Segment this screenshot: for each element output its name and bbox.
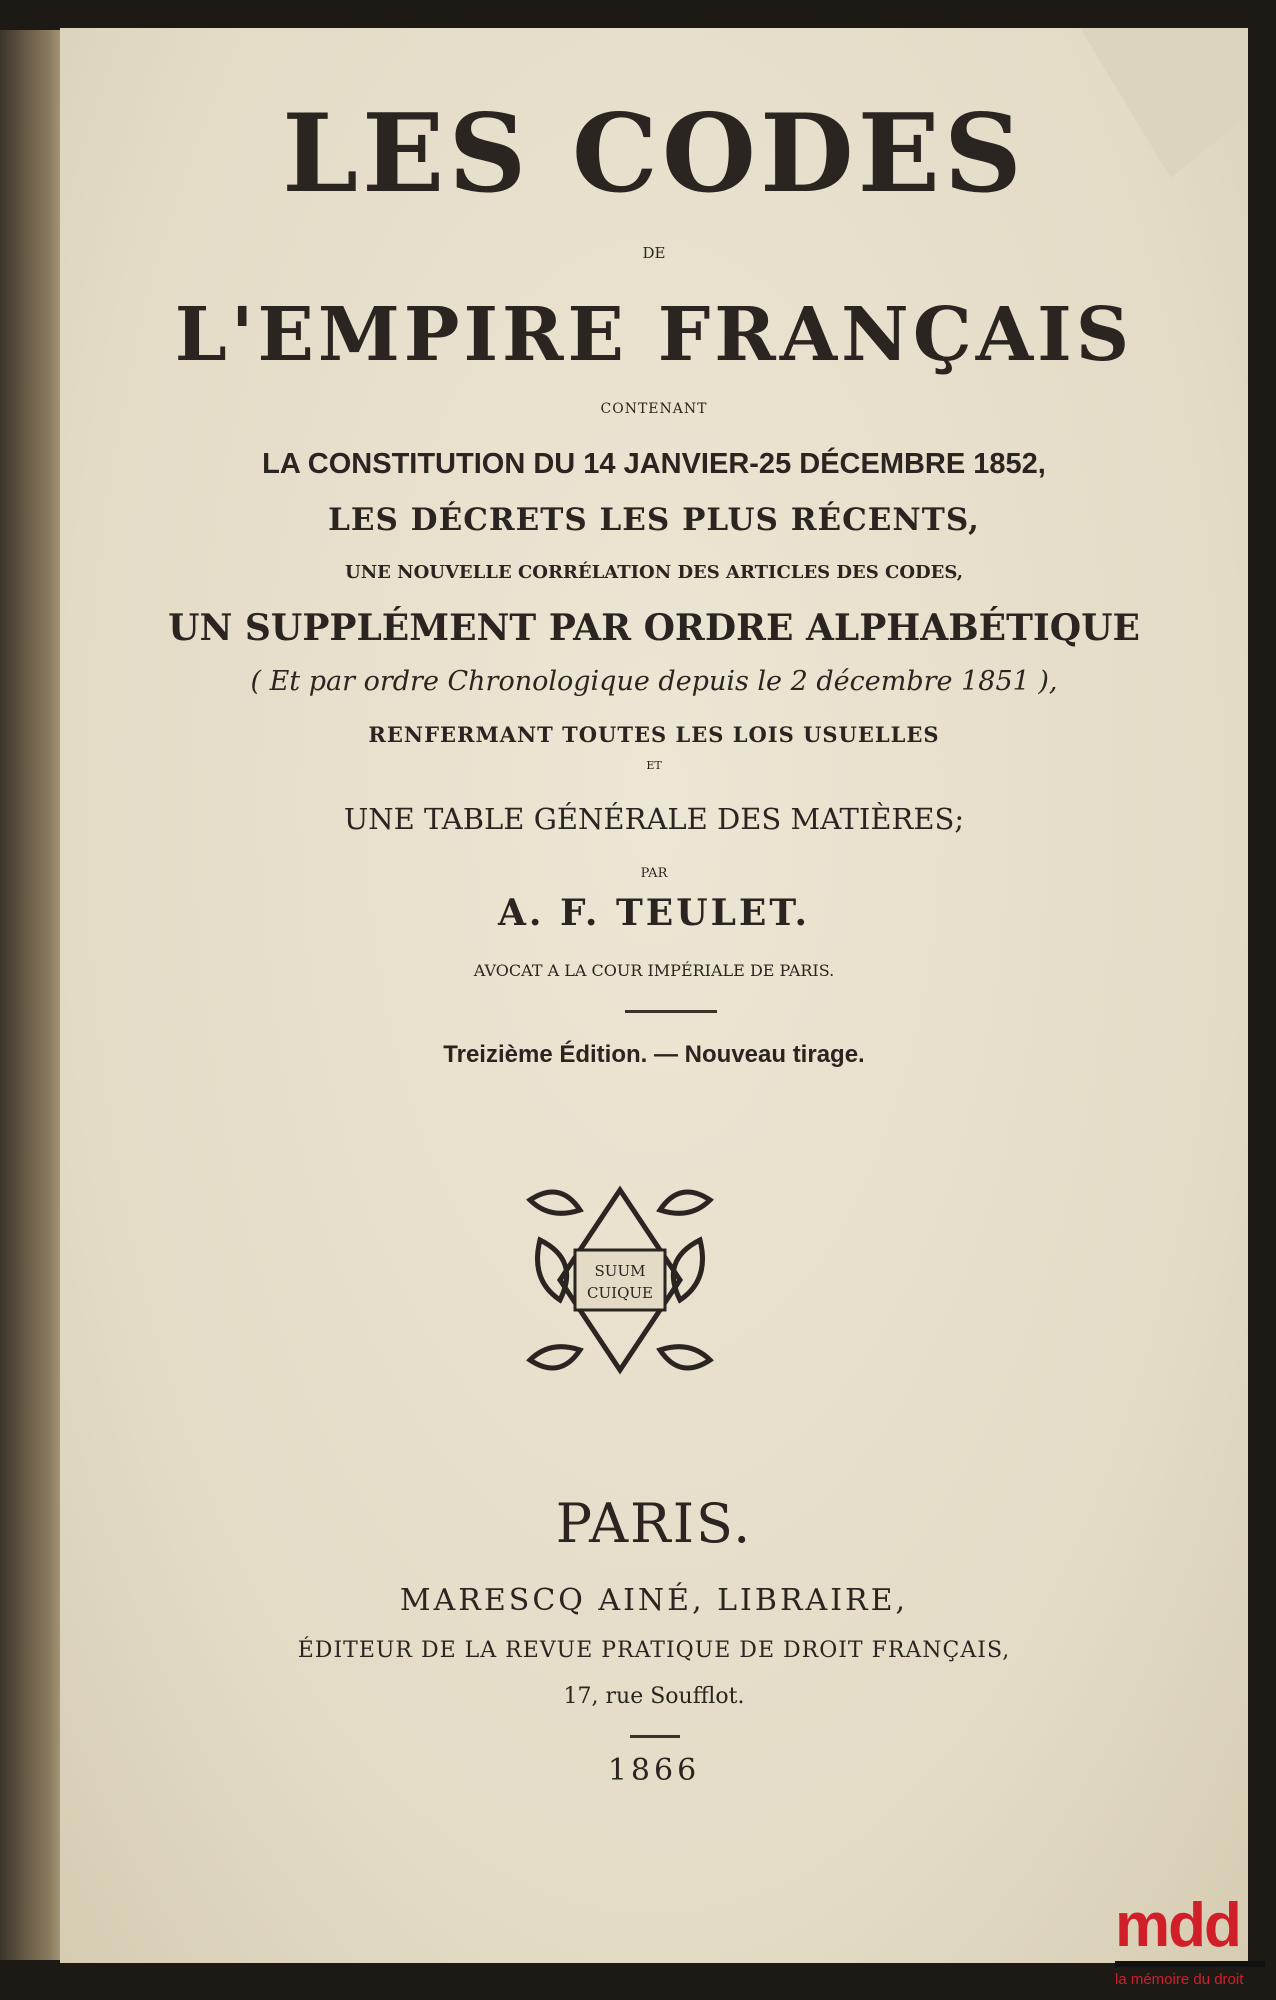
table-line: UNE TABLE GÉNÉRALE DES MATIÈRES; [343, 802, 965, 836]
contenant: CONTENANT [600, 401, 708, 417]
renfermant-line: RENFERMANT TOUTES LES LOIS USUELLES [368, 722, 940, 747]
title-de: DE [642, 244, 666, 262]
author-name: A. F. TEULET. [497, 892, 811, 934]
et-line: ET [646, 759, 662, 772]
supplement-line: UN SUPPLÉMENT PAR ORDRE ALPHABÉTIQUE [168, 607, 1140, 649]
title-main: LES CODES [282, 91, 1026, 217]
author-role: AVOCAT A LA COUR IMPÉRIALE DE PARIS. [473, 961, 835, 980]
imprint-year: 1866 [607, 1753, 701, 1788]
imprint-editor: ÉDITEUR DE LA REVUE PRATIQUE DE DROIT FRANÇAIS, [297, 1638, 1011, 1663]
divider [625, 1010, 717, 1013]
title-sub: L'EMPIRE FRANÇAIS [174, 292, 1134, 378]
correlation-line: UNE NOUVELLE CORRÉLATION DES ARTICLES DES CODES, [345, 562, 963, 583]
divider [630, 1735, 680, 1738]
imprint-address: 17, rue Soufflot. [563, 1684, 745, 1709]
edition: Treizième Édition. — Nouveau tirage. [443, 1041, 865, 1068]
logo-bar [1115, 1961, 1265, 1967]
emblem-motto: SUUM [594, 1262, 646, 1280]
logo-tagline: la mémoire du droit [1115, 1971, 1244, 1988]
chronologique-line: ( Et par ordre Chronologique depuis le 2 décembre 1851 ), [250, 666, 1058, 697]
logo-mark: mdd [1115, 1891, 1240, 1960]
printer-emblem [520, 1180, 720, 1380]
constitution-line: LA CONSTITUTION DU 14 JANVIER-25 DÉCEMBRE 1852, [262, 448, 1046, 480]
mdd-watermark-logo [1115, 1891, 1275, 1988]
par-line: PAR [640, 866, 668, 881]
imprint-publisher: MARESCQ AINÉ, LIBRAIRE, [399, 1583, 909, 1618]
decrets-line: LES DÉCRETS LES PLUS RÉCENTS, [328, 502, 980, 538]
imprint-city: PARIS. [555, 1492, 753, 1555]
svg-text:CUIQUE: CUIQUE [587, 1284, 653, 1302]
